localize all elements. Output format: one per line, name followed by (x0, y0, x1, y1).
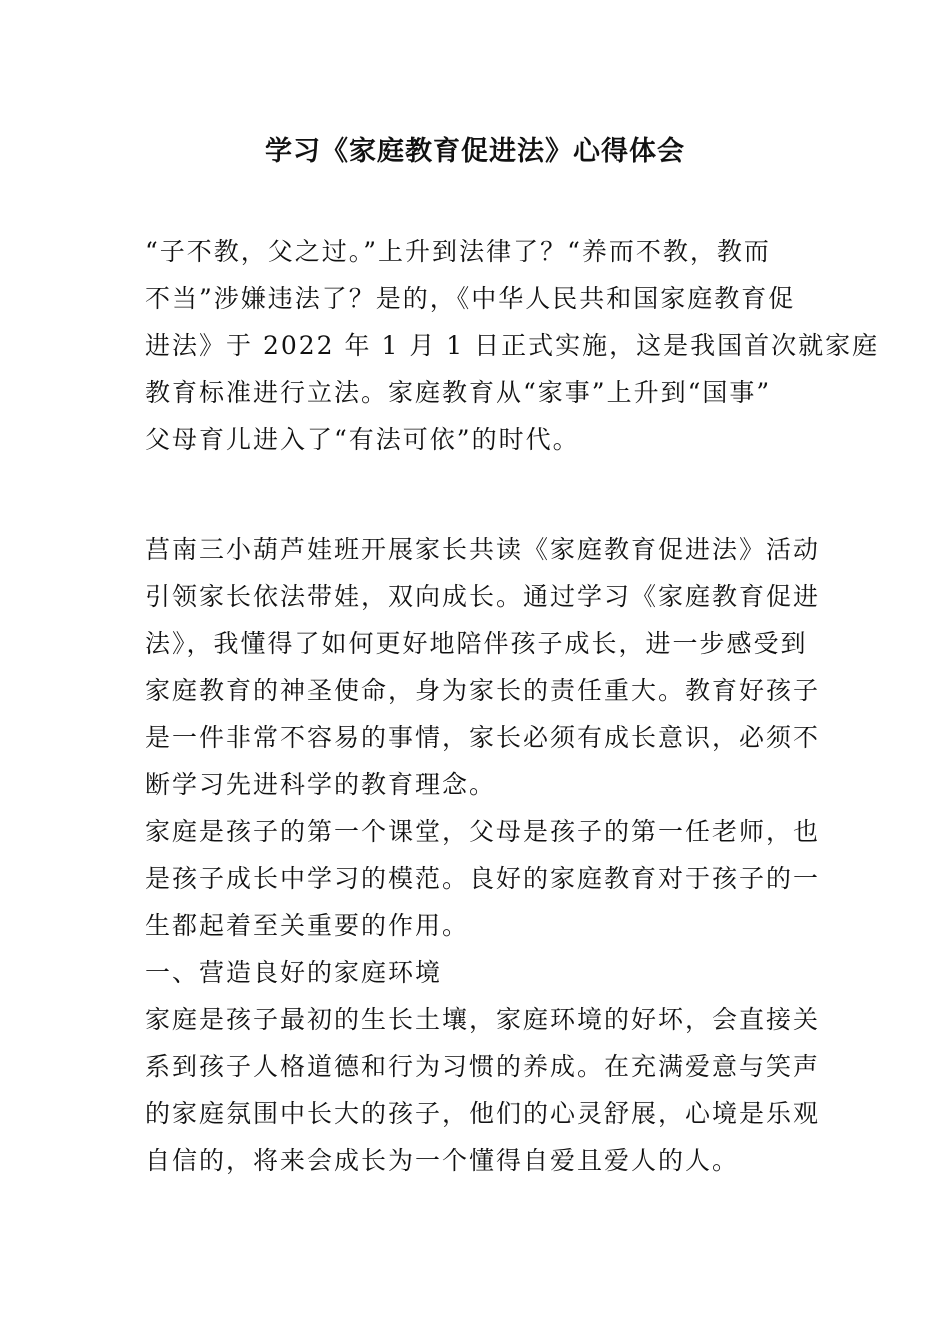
document-title: 学习《家庭教育促进法》心得体会 (265, 136, 685, 167)
text-line: 家庭教育的神圣使命，身为家长的责任重大。教育好孩子 (145, 676, 821, 705)
text-line: 莒南三小葫芦娃班开展家长共读《家庭教育促进法》活动 (145, 535, 821, 564)
text-line: 引领家长依法带娃，双向成长。通过学习《家庭教育促进 (145, 582, 821, 611)
text-line: “子不教，父之过。”上升到法律了？“养而不教，教而 (145, 237, 771, 266)
text-line: 家庭是孩子的第一个课堂，父母是孩子的第一任老师，也 (145, 817, 821, 846)
text-line: 是一件非常不容易的事情，家长必须有成长意识，必须不 (145, 723, 821, 752)
text-line: 断学习先进科学的教育理念。 (145, 770, 497, 799)
text-line: 法》，我懂得了如何更好地陪伴孩子成长，进一步感受到 (145, 629, 808, 658)
section-heading: 一、营造良好的家庭环境 (145, 958, 443, 987)
text-line: 不当”涉嫌违法了？是的，《中华人民共和国家庭教育促 (145, 284, 796, 313)
text-line: 是孩子成长中学习的模范。良好的家庭教育对于孩子的一 (145, 864, 821, 893)
text-line: 生都起着至关重要的作用。 (145, 911, 470, 940)
text-line: 自信的，将来会成长为一个懂得自爱且爱人的人。 (145, 1146, 740, 1175)
paragraph-body (145, 526, 821, 1184)
text-line: 家庭是孩子最初的生长土壤，家庭环境的好坏，会直接关 (145, 1005, 821, 1034)
text-line: 教育标准进行立法。家庭教育从“家事”上升到“国事” (145, 378, 772, 407)
text-line: 父母育儿进入了“有法可依”的时代。 (145, 425, 580, 454)
text-line: 系到孩子人格道德和行为习惯的养成。在充满爱意与笑声 (145, 1052, 821, 1081)
text-line: 进法》于 2022 年 1 月 1 日正式实施，这是我国首次就家庭 (145, 331, 880, 360)
text-line: 的家庭氛围中长大的孩子，他们的心灵舒展，心境是乐观 (145, 1099, 821, 1128)
paragraph-intro (145, 228, 880, 463)
